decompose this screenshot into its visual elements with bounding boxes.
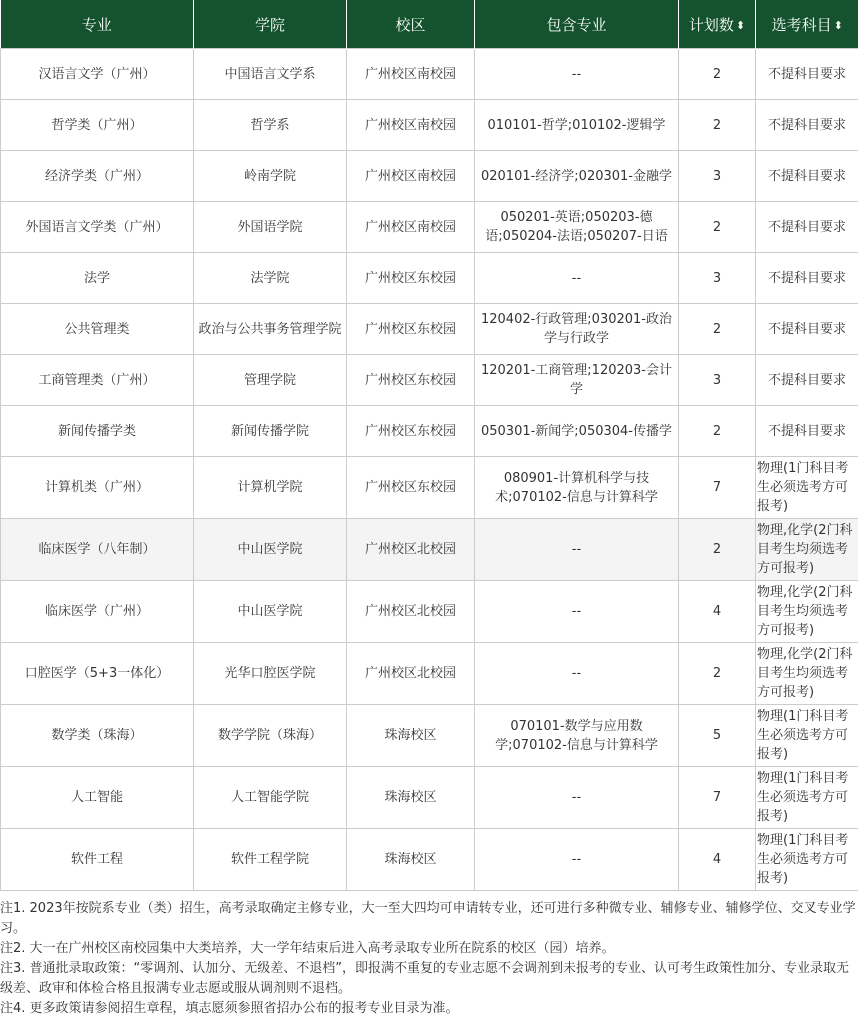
cell-college: 中山医学院 [194, 519, 347, 581]
table-row [1, 457, 858, 519]
cell-college: 哲学系 [194, 100, 347, 151]
cell-campus: 广州校区东校园 [347, 457, 475, 519]
cell-quota: 2 [679, 202, 756, 253]
table-header-row [1, 0, 858, 49]
note-3: 注3. 普通批录取政策：“零调剂、认加分、无级差、不退档”，即报满不重复的专业志愿不会调剂到未报考的专业、认可考生政策性加分、专业录取无级差、政审和体检合格且报满专业志愿或服从调剂则不退档。 [0, 961, 850, 996]
table-row [1, 767, 858, 829]
notes-section [0, 899, 858, 1019]
cell-campus: 珠海校区 [347, 829, 475, 891]
cell-college: 外国语学院 [194, 202, 347, 253]
cell-includes: -- [475, 253, 679, 304]
table-row [1, 100, 858, 151]
cell-campus: 广州校区东校园 [347, 304, 475, 355]
table-row [1, 705, 858, 767]
cell-includes: 120201-工商管理;120203-会计学 [475, 355, 679, 406]
cell-includes: 010101-哲学;010102-逻辑学 [475, 100, 679, 151]
cell-includes: 070101-数学与应用数学;070102-信息与计算科学 [475, 705, 679, 767]
cell-includes: 050301-新闻学;050304-传播学 [475, 406, 679, 457]
cell-subjects: 不提科目要求 [756, 202, 858, 253]
cell-quota: 7 [679, 457, 756, 519]
note-1: 注1. 2023年按院系专业（类）招生，高考录取确定主修专业，大一至大四均可申请转专业，还可进行多种微专业、辅修专业、辅修学位、交叉专业学习。 [0, 901, 856, 936]
header-includes: 包含专业 [475, 0, 679, 49]
cell-subjects: 不提科目要求 [756, 304, 858, 355]
cell-major: 人工智能 [1, 767, 194, 829]
cell-campus: 广州校区南校园 [347, 151, 475, 202]
cell-quota: 2 [679, 643, 756, 705]
cell-subjects: 物理(1门科目考生必须选考方可报考) [756, 767, 858, 829]
note-4: 注4. 更多政策请参阅招生章程，填志愿须参照省招办公布的报考专业目录为准。 [0, 1001, 459, 1016]
cell-subjects: 不提科目要求 [756, 100, 858, 151]
cell-college: 人工智能学院 [194, 767, 347, 829]
cell-major: 外国语言文学类（广州） [1, 202, 194, 253]
cell-quota: 2 [679, 304, 756, 355]
cell-includes: 020101-经济学;020301-金融学 [475, 151, 679, 202]
cell-includes: -- [475, 767, 679, 829]
cell-major: 法学 [1, 253, 194, 304]
cell-includes: 120402-行政管理;030201-政治学与行政学 [475, 304, 679, 355]
cell-college: 计算机学院 [194, 457, 347, 519]
cell-campus: 珠海校区 [347, 767, 475, 829]
cell-college: 新闻传播学院 [194, 406, 347, 457]
table-row [1, 581, 858, 643]
header-subjects[interactable]: 选考科目 ⬍ [756, 0, 858, 49]
header-college: 学院 [194, 0, 347, 49]
cell-major: 口腔医学（5+3一体化） [1, 643, 194, 705]
cell-campus: 广州校区北校园 [347, 519, 475, 581]
table-row [1, 253, 858, 304]
cell-quota: 2 [679, 100, 756, 151]
cell-subjects: 不提科目要求 [756, 151, 858, 202]
cell-quota: 2 [679, 49, 756, 100]
cell-quota: 7 [679, 767, 756, 829]
cell-major: 新闻传播学类 [1, 406, 194, 457]
cell-major: 软件工程 [1, 829, 194, 891]
cell-quota: 5 [679, 705, 756, 767]
cell-campus: 广州校区南校园 [347, 202, 475, 253]
table-row [1, 202, 858, 253]
cell-quota: 2 [679, 406, 756, 457]
cell-campus: 广州校区北校园 [347, 581, 475, 643]
cell-major: 数学类（珠海） [1, 705, 194, 767]
cell-college: 数学学院（珠海） [194, 705, 347, 767]
cell-subjects: 物理(1门科目考生必须选考方可报考) [756, 829, 858, 891]
sort-icon[interactable]: ⬍ [833, 18, 843, 32]
cell-subjects: 不提科目要求 [756, 253, 858, 304]
cell-quota: 4 [679, 581, 756, 643]
cell-includes: -- [475, 643, 679, 705]
cell-includes: -- [475, 581, 679, 643]
cell-campus: 广州校区南校园 [347, 49, 475, 100]
cell-major: 临床医学（广州） [1, 581, 194, 643]
cell-includes: -- [475, 829, 679, 891]
cell-major: 计算机类（广州） [1, 457, 194, 519]
cell-subjects: 不提科目要求 [756, 406, 858, 457]
table-row [1, 829, 858, 891]
cell-college: 光华口腔医学院 [194, 643, 347, 705]
cell-subjects: 物理,化学(2门科目考生均须选考方可报考) [756, 643, 858, 705]
cell-subjects: 物理(1门科目考生必须选考方可报考) [756, 705, 858, 767]
cell-college: 管理学院 [194, 355, 347, 406]
cell-campus: 广州校区东校园 [347, 406, 475, 457]
cell-includes: 080901-计算机科学与技术;070102-信息与计算科学 [475, 457, 679, 519]
header-major: 专业 [1, 0, 194, 49]
cell-quota: 2 [679, 519, 756, 581]
cell-includes: -- [475, 49, 679, 100]
cell-major: 汉语言文学（广州） [1, 49, 194, 100]
table-row [1, 519, 858, 581]
cell-college: 政治与公共事务管理学院 [194, 304, 347, 355]
cell-campus: 广州校区东校园 [347, 355, 475, 406]
cell-campus: 珠海校区 [347, 705, 475, 767]
cell-campus: 广州校区东校园 [347, 253, 475, 304]
header-campus: 校区 [347, 0, 475, 49]
table-row [1, 406, 858, 457]
sort-icon[interactable]: ⬍ [735, 18, 746, 32]
cell-college: 中山医学院 [194, 581, 347, 643]
header-quota[interactable]: 计划数 ⬍ [679, 0, 756, 49]
table-row [1, 643, 858, 705]
table-row [1, 49, 858, 100]
cell-major: 临床医学（八年制） [1, 519, 194, 581]
cell-major: 经济学类（广州） [1, 151, 194, 202]
cell-quota: 3 [679, 151, 756, 202]
cell-quota: 3 [679, 355, 756, 406]
cell-college: 岭南学院 [194, 151, 347, 202]
cell-college: 软件工程学院 [194, 829, 347, 891]
cell-includes: -- [475, 519, 679, 581]
cell-quota: 4 [679, 829, 756, 891]
table-row [1, 304, 858, 355]
cell-college: 中国语言文学系 [194, 49, 347, 100]
cell-subjects: 物理,化学(2门科目考生均须选考方可报考) [756, 519, 858, 581]
cell-major: 工商管理类（广州） [1, 355, 194, 406]
table-row [1, 151, 858, 202]
cell-major: 哲学类（广州） [1, 100, 194, 151]
cell-quota: 3 [679, 253, 756, 304]
cell-subjects: 物理(1门科目考生必须选考方可报考) [756, 457, 858, 519]
cell-subjects: 不提科目要求 [756, 355, 858, 406]
table-row [1, 355, 858, 406]
cell-campus: 广州校区南校园 [347, 100, 475, 151]
cell-major: 公共管理类 [1, 304, 194, 355]
cell-includes: 050201-英语;050203-德语;050204-法语;050207-日语 [475, 202, 679, 253]
cell-campus: 广州校区北校园 [347, 643, 475, 705]
cell-college: 法学院 [194, 253, 347, 304]
note-2: 注2. 大一在广州校区南校园集中大类培养，大一学年结束后进入高考录取专业所在院系的校区（园）培养。 [0, 941, 615, 956]
cell-subjects: 物理,化学(2门科目考生均须选考方可报考) [756, 581, 858, 643]
cell-subjects: 不提科目要求 [756, 49, 858, 100]
